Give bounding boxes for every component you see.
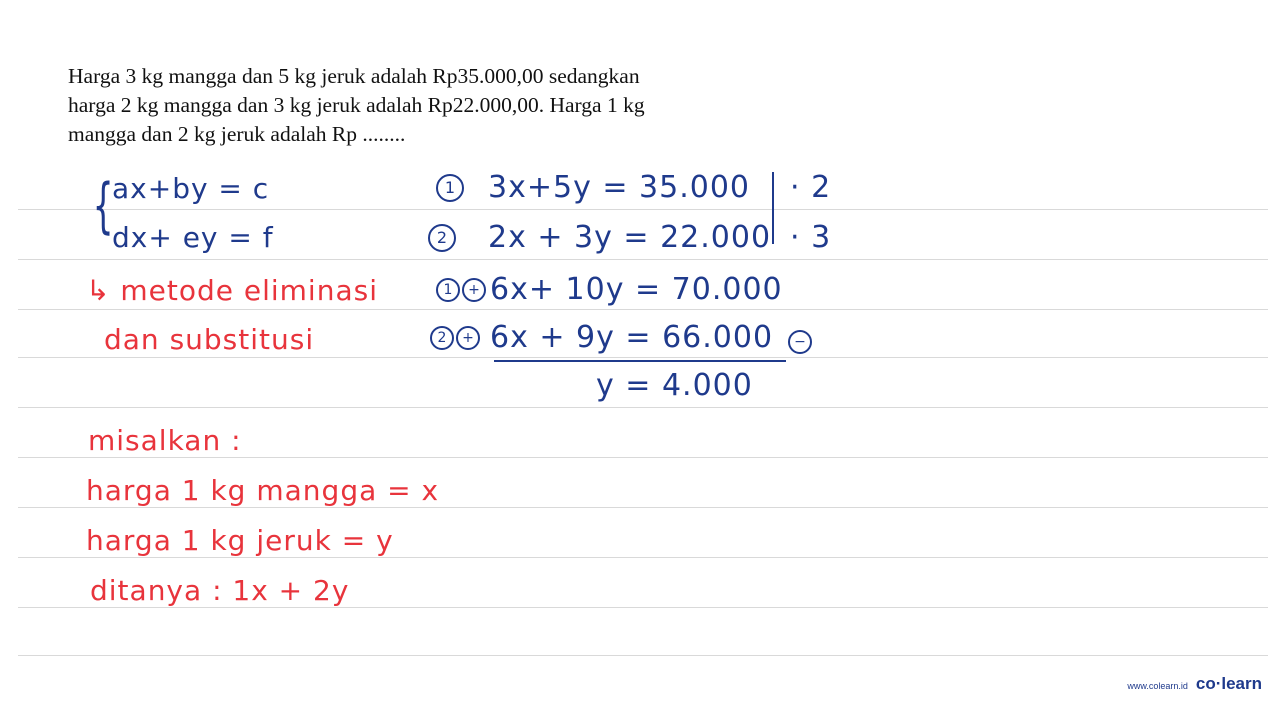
multiplier-1: · 2 [790,170,832,205]
problem-line-2: harga 2 kg mangga dan 3 kg jeruk adalah Rp22.000,00. Harga 1 kg [68,93,645,117]
result-equation: y = 4.000 [596,368,753,403]
ruled-line [18,557,1268,558]
footer-branding [1127,674,1262,694]
equation-2: 2x + 3y = 22.000 [488,220,772,255]
misalkan-label: misalkan : [88,424,242,457]
equation-label-2: 2 [428,224,456,252]
definition-mangga: harga 1 kg mangga = x [86,474,440,507]
multiplier-bar [772,172,774,244]
ruled-line [18,357,1268,358]
equation-3: 6x+ 10y = 70.000 [490,272,783,307]
equation-label-3: 1 [436,278,460,302]
problem-text [68,62,828,149]
ruled-line [18,507,1268,508]
problem-line-1: Harga 3 kg mangga dan 5 kg jeruk adalah Rp35.000,00 sedangkan [68,64,640,88]
ruled-line [18,655,1268,656]
ruled-line [18,457,1268,458]
ruled-line [18,407,1268,408]
subtraction-line [494,360,786,362]
method-note-line-1: ↳ metode eliminasi [86,274,378,307]
curly-brace-icon: { [92,171,114,241]
plus-circle-icon: + [462,278,486,302]
brand-logo: co·learn [1195,674,1262,693]
equation-label-1: 1 [436,174,464,202]
equation-1: 3x+5y = 35.000 [488,170,750,205]
ruled-line [18,259,1268,260]
ruled-line [18,309,1268,310]
ruled-line [18,607,1268,608]
minus-circle-icon: − [788,330,812,354]
problem-line-3: mangga dan 2 kg jeruk adalah Rp ........ [68,122,406,146]
equation-4: 6x + 9y = 66.000 [490,320,774,355]
equation-label-4: 2 [430,326,454,350]
general-equation-1: ax+by = c [112,172,270,205]
ruled-line [18,209,1268,210]
footer-url: www.colearn.id [1127,681,1188,691]
plus-circle-icon: + [456,326,480,350]
ditanya-statement: ditanya : 1x + 2y [90,574,350,607]
definition-jeruk: harga 1 kg jeruk = y [86,524,394,557]
general-equation-2: dx+ ey = f [112,221,274,254]
multiplier-2: · 3 [790,220,832,255]
method-note-line-2: dan substitusi [104,323,315,356]
